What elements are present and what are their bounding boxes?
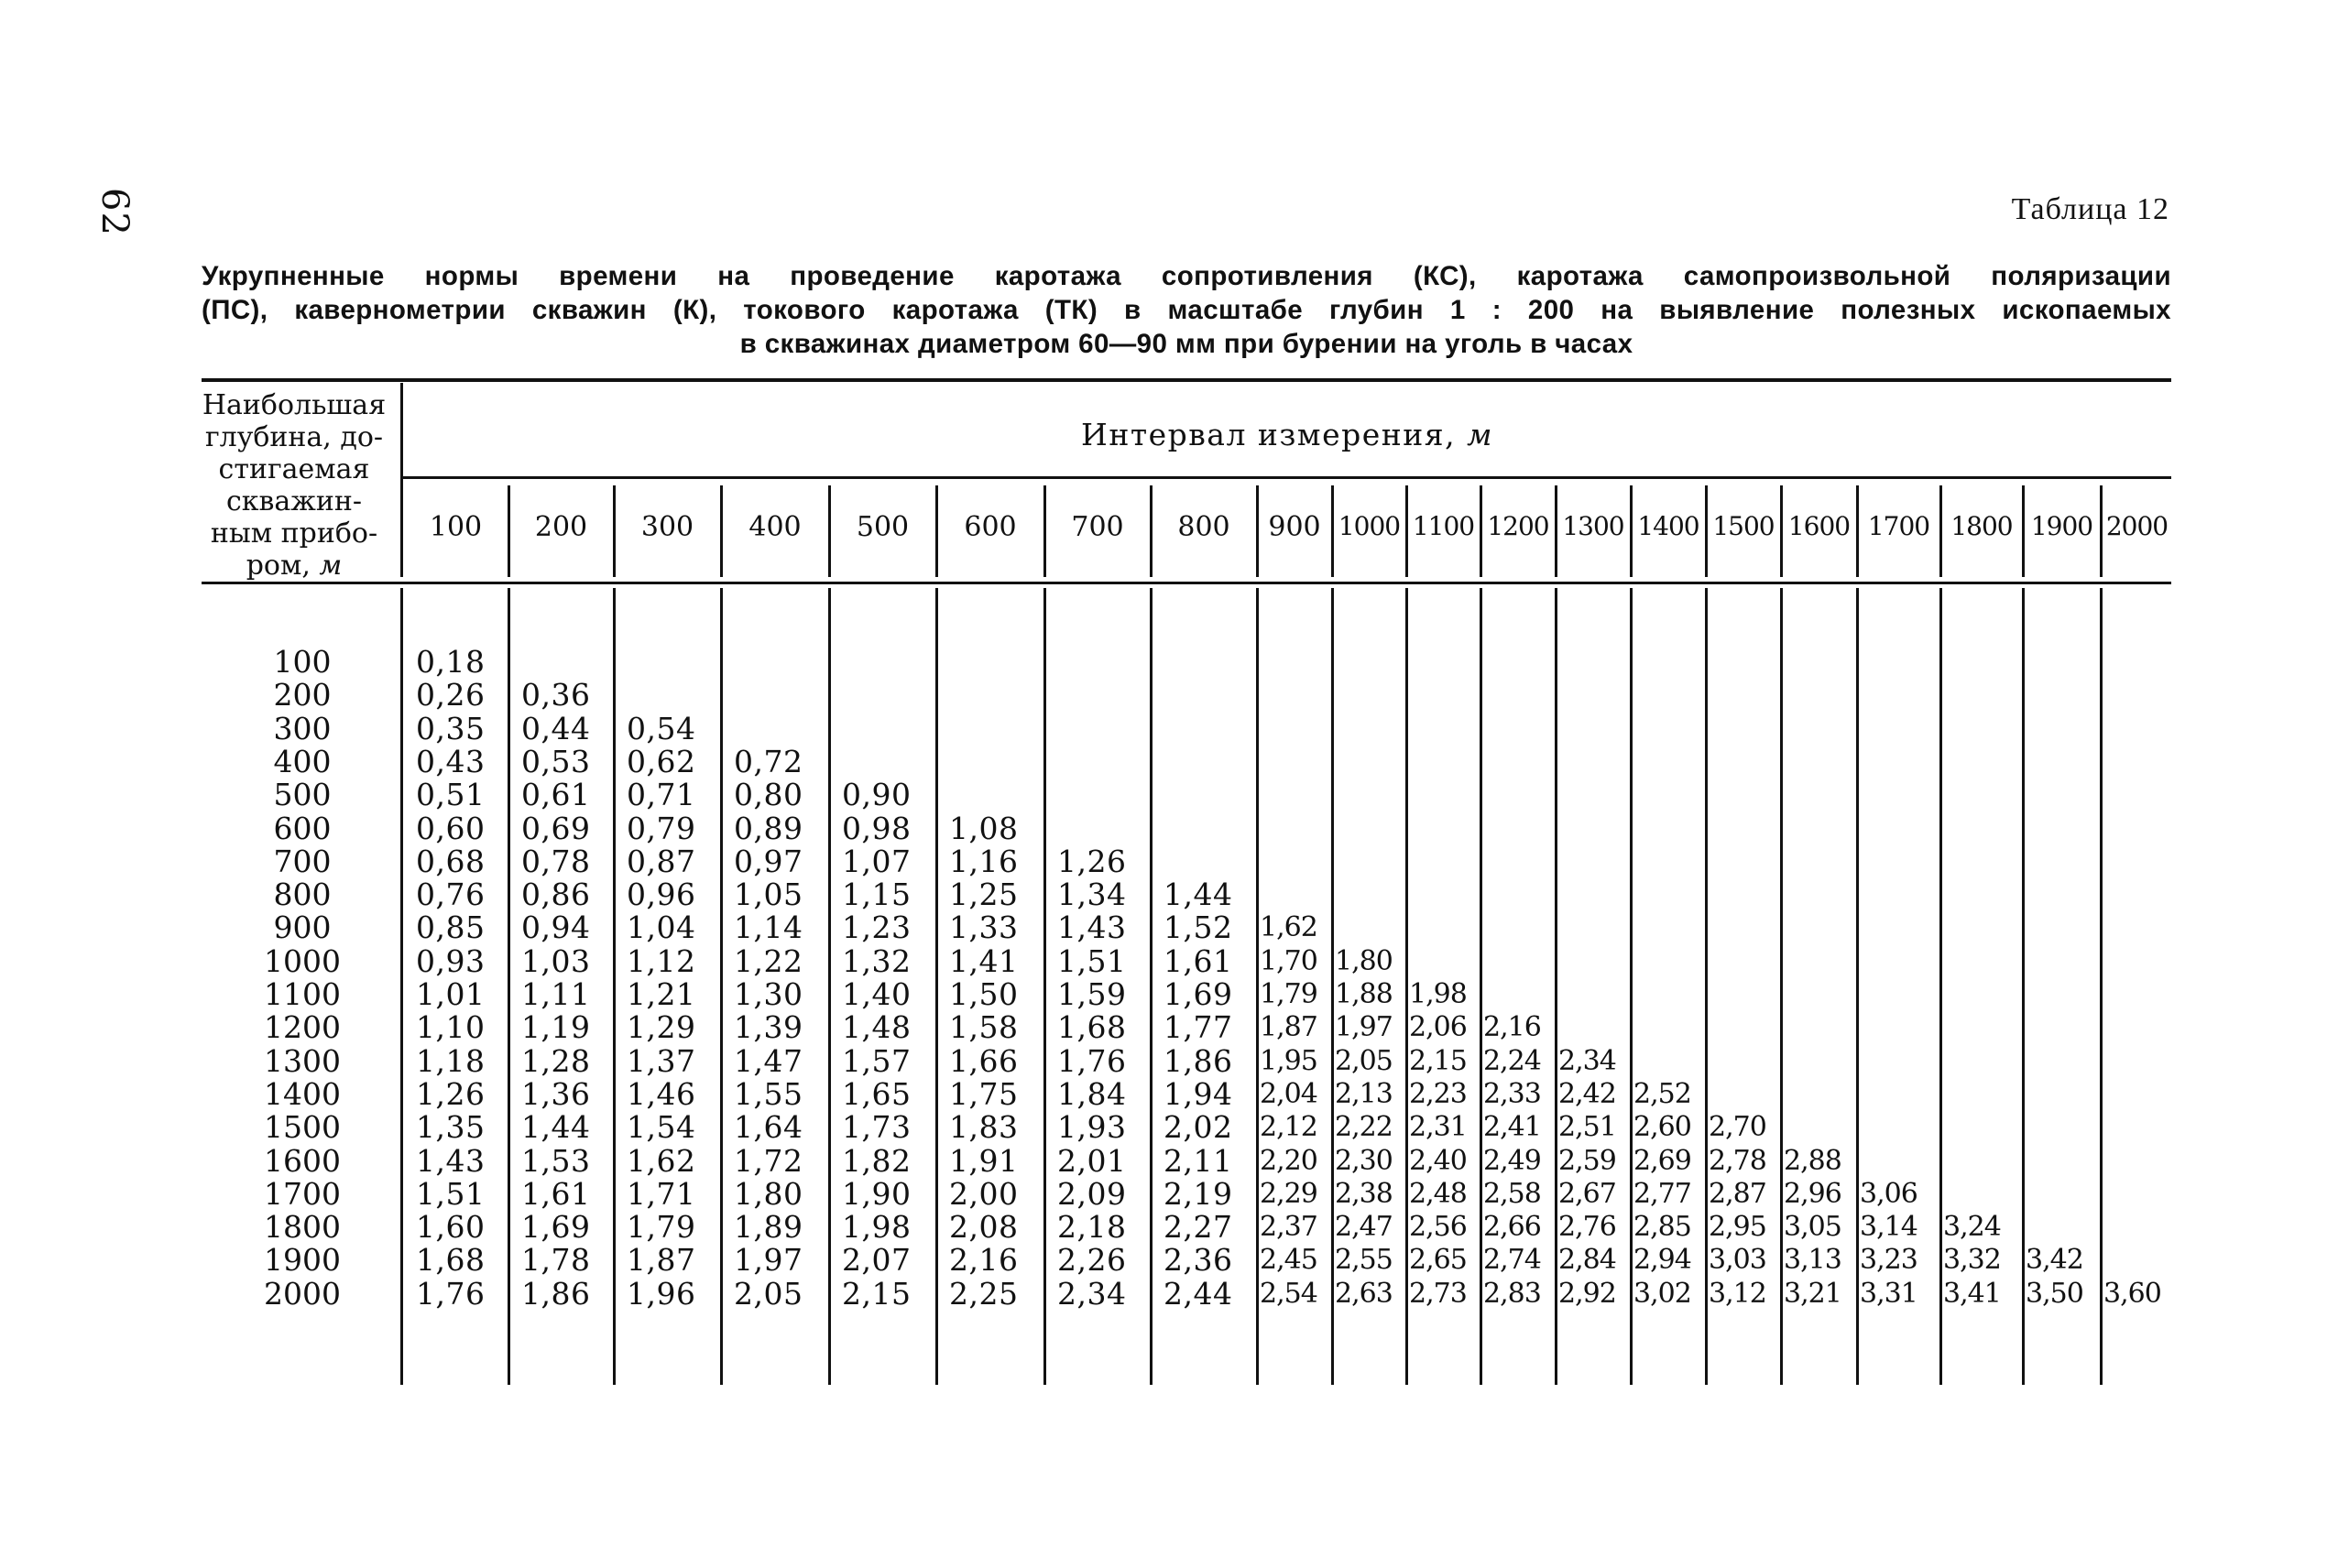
table-cell: 2,06 bbox=[1409, 1011, 1467, 1044]
table-cell: 2,37 bbox=[1260, 1211, 1317, 1244]
table-cell: 0,80 bbox=[734, 777, 803, 813]
table-cell: 2,23 bbox=[1409, 1077, 1467, 1110]
table-cell: 1,80 bbox=[734, 1175, 803, 1212]
table-cell: 1,83 bbox=[949, 1109, 1019, 1146]
table-cell: 1,30 bbox=[734, 976, 803, 1012]
table-cell: 2,52 bbox=[1633, 1077, 1691, 1110]
table-cell: 1,60 bbox=[416, 1209, 486, 1246]
table-cell: 3,13 bbox=[1784, 1244, 1841, 1277]
table-cell: 2,92 bbox=[1558, 1277, 1616, 1310]
table-cell: 2,96 bbox=[1784, 1177, 1841, 1210]
table-cell: 0,72 bbox=[734, 743, 803, 779]
depth-header-line bbox=[192, 550, 396, 582]
table-cell: 2,36 bbox=[1164, 1242, 1233, 1279]
table-cell: 2,04 bbox=[1260, 1077, 1317, 1110]
table-cell: 2,07 bbox=[842, 1242, 912, 1279]
table-cell: 2,34 bbox=[1057, 1275, 1127, 1312]
row-depth-label: 900 bbox=[273, 909, 332, 946]
table-cell: 0,96 bbox=[627, 877, 696, 913]
column-header: 700 bbox=[1071, 511, 1124, 543]
table-cell: 0,68 bbox=[416, 843, 486, 879]
stub-divider-body bbox=[400, 588, 403, 1385]
row-depth-label: 1800 bbox=[264, 1209, 341, 1246]
table-cell: 2,22 bbox=[1335, 1111, 1393, 1144]
row-depth-label: 1900 bbox=[264, 1242, 341, 1279]
depth-header-line: скважин- bbox=[225, 485, 363, 517]
table-cell: 1,25 bbox=[949, 877, 1019, 913]
table-cell: 1,61 bbox=[1164, 942, 1233, 979]
header-bottom-rule bbox=[202, 582, 2171, 584]
table-cell: 1,62 bbox=[627, 1142, 696, 1179]
table-cell: 0,87 bbox=[627, 843, 696, 879]
column-divider-body bbox=[1780, 588, 1783, 1385]
table-cell: 2,44 bbox=[1164, 1275, 1233, 1312]
table-cell: 1,84 bbox=[1057, 1075, 1127, 1112]
depth-header-unit: м bbox=[319, 550, 343, 582]
table-cell: 1,90 bbox=[842, 1175, 912, 1212]
table-cell: 2,67 bbox=[1558, 1177, 1616, 1210]
table-cell: 0,61 bbox=[521, 777, 591, 813]
table-cell: 1,68 bbox=[416, 1242, 486, 1279]
table-cell: 1,26 bbox=[1057, 843, 1127, 879]
table-cell: 1,86 bbox=[521, 1275, 591, 1312]
table-cell: 1,40 bbox=[842, 976, 912, 1012]
column-divider-body bbox=[613, 588, 616, 1385]
table-cell: 3,14 bbox=[1860, 1211, 1917, 1244]
table-cell: 2,51 bbox=[1558, 1111, 1616, 1144]
row-depth-label: 1700 bbox=[264, 1175, 341, 1212]
table-cell: 2,13 bbox=[1335, 1077, 1393, 1110]
table-cell: 2,27 bbox=[1164, 1209, 1233, 1246]
table-cell: 1,89 bbox=[734, 1209, 803, 1246]
table-cell: 1,43 bbox=[1057, 909, 1127, 946]
table-cell: 1,50 bbox=[949, 976, 1019, 1012]
table-cell: 0,89 bbox=[734, 810, 803, 846]
table-cell: 0,51 bbox=[416, 777, 486, 813]
column-header: 1900 bbox=[2030, 511, 2093, 541]
table-cell: 2,01 bbox=[1057, 1142, 1127, 1179]
table-cell: 1,34 bbox=[1057, 877, 1127, 913]
table-cell: 2,48 bbox=[1409, 1177, 1467, 1210]
column-divider-body bbox=[1043, 588, 1046, 1385]
table-cell: 1,39 bbox=[734, 1009, 803, 1046]
table-cell: 1,64 bbox=[734, 1109, 803, 1146]
table-cell: 3,23 bbox=[1860, 1244, 1917, 1277]
table-cell: 2,34 bbox=[1558, 1044, 1616, 1077]
table-cell: 1,59 bbox=[1057, 976, 1127, 1012]
row-depth-label: 1600 bbox=[264, 1142, 341, 1179]
table-cell: 2,09 bbox=[1057, 1175, 1127, 1212]
table-cell: 2,05 bbox=[734, 1275, 803, 1312]
table-cell: 2,85 bbox=[1633, 1211, 1691, 1244]
column-header: 1700 bbox=[1867, 511, 1930, 541]
table-cell: 2,77 bbox=[1633, 1177, 1691, 1210]
table-cell: 2,49 bbox=[1483, 1144, 1541, 1177]
depth-header-line: Наибольшая bbox=[202, 389, 387, 421]
table-cell: 2,94 bbox=[1633, 1244, 1691, 1277]
column-header: 1600 bbox=[1787, 511, 1851, 541]
column-header: 1400 bbox=[1637, 511, 1699, 541]
table-cell: 0,69 bbox=[521, 810, 591, 846]
table-cell: 2,11 bbox=[1164, 1142, 1233, 1179]
table-cell: 1,26 bbox=[416, 1075, 486, 1112]
table-cell: 1,19 bbox=[521, 1009, 591, 1046]
table-cell: 0,79 bbox=[627, 810, 696, 846]
row-depth-label: 1400 bbox=[264, 1075, 341, 1112]
stub-divider bbox=[400, 383, 403, 577]
table-cell: 2,38 bbox=[1335, 1177, 1393, 1210]
table-cell: 2,78 bbox=[1709, 1144, 1766, 1177]
depth-header-last: ром, bbox=[246, 550, 320, 582]
row-depth-label: 1500 bbox=[264, 1109, 341, 1146]
column-header: 600 bbox=[964, 511, 1017, 543]
table-cell: 2,15 bbox=[1409, 1044, 1467, 1077]
table-cell: 2,26 bbox=[1057, 1242, 1127, 1279]
table-cell: 1,95 bbox=[1260, 1044, 1317, 1077]
table-cell: 2,63 bbox=[1335, 1277, 1393, 1310]
table-cell: 1,62 bbox=[1260, 911, 1317, 944]
table-cell: 1,03 bbox=[521, 942, 591, 979]
column-header: 800 bbox=[1177, 511, 1230, 543]
row-depth-label: 1000 bbox=[264, 942, 341, 979]
column-divider-body bbox=[1256, 588, 1259, 1385]
table-cell: 0,76 bbox=[416, 877, 486, 913]
column-header: 400 bbox=[748, 511, 802, 543]
table-cell: 1,10 bbox=[416, 1009, 486, 1046]
table-cell: 1,68 bbox=[1057, 1009, 1127, 1046]
table-cell: 2,55 bbox=[1335, 1244, 1393, 1277]
table-cell: 1,91 bbox=[949, 1142, 1019, 1179]
table-cell: 2,88 bbox=[1784, 1144, 1841, 1177]
table-cell: 2,25 bbox=[949, 1275, 1019, 1312]
table-cell: 2,95 bbox=[1709, 1211, 1766, 1244]
table-cell: 1,76 bbox=[1057, 1042, 1127, 1079]
column-header: 1100 bbox=[1412, 511, 1475, 541]
table-cell: 1,97 bbox=[734, 1242, 803, 1279]
table-cell: 3,02 bbox=[1633, 1277, 1691, 1310]
column-divider-body bbox=[508, 588, 510, 1385]
column-divider-body bbox=[1331, 588, 1334, 1385]
table-cell: 0,43 bbox=[416, 743, 486, 779]
table-cell: 1,14 bbox=[734, 909, 803, 946]
table-cell: 2,58 bbox=[1483, 1177, 1541, 1210]
row-depth-label: 200 bbox=[273, 677, 332, 713]
row-depth-label: 2000 bbox=[264, 1275, 341, 1312]
table-cell: 1,98 bbox=[842, 1209, 912, 1246]
table-cell: 0,90 bbox=[842, 777, 912, 813]
title-line-3: в скважинах диаметром 60—90 мм при бурении на уголь в часах bbox=[739, 329, 1633, 359]
table-cell: 1,78 bbox=[521, 1242, 591, 1279]
table-cell: 1,58 bbox=[949, 1009, 1019, 1046]
table-cell: 1,53 bbox=[521, 1142, 591, 1179]
column-header: 2000 bbox=[2105, 511, 2169, 541]
table-cell: 0,36 bbox=[521, 677, 591, 713]
table-cell: 1,52 bbox=[1164, 909, 1233, 946]
table-cell: 3,06 bbox=[1860, 1177, 1917, 1210]
table-cell: 0,60 bbox=[416, 810, 486, 846]
table-cell: 1,87 bbox=[627, 1242, 696, 1279]
table-cell: 1,05 bbox=[734, 877, 803, 913]
table-cell: 1,66 bbox=[949, 1042, 1019, 1079]
row-depth-label: 1200 bbox=[264, 1009, 341, 1046]
table-cell: 2,12 bbox=[1260, 1111, 1317, 1144]
table-cell: 2,30 bbox=[1335, 1144, 1393, 1177]
column-header: 100 bbox=[429, 511, 483, 543]
table-cell: 0,54 bbox=[627, 710, 696, 746]
table-cell: 3,24 bbox=[1943, 1211, 2001, 1244]
column-divider-body bbox=[935, 588, 938, 1385]
table-cell: 1,28 bbox=[521, 1042, 591, 1079]
table-cell: 2,16 bbox=[949, 1242, 1019, 1279]
column-divider-body bbox=[720, 588, 723, 1385]
table-cell: 0,98 bbox=[842, 810, 912, 846]
table-cell: 1,79 bbox=[1260, 978, 1317, 1010]
table-cell: 2,69 bbox=[1633, 1144, 1691, 1177]
column-header: 1500 bbox=[1712, 511, 1775, 541]
table-cell: 2,83 bbox=[1483, 1277, 1541, 1310]
table-cell: 0,93 bbox=[416, 942, 486, 979]
table-cell: 0,62 bbox=[627, 743, 696, 779]
table-cell: 2,08 bbox=[949, 1209, 1019, 1246]
column-divider-body bbox=[1856, 588, 1859, 1385]
table-cell: 1,69 bbox=[1164, 976, 1233, 1012]
column-divider-body bbox=[1405, 588, 1408, 1385]
table-label: Таблица 12 bbox=[2011, 192, 2169, 226]
table-cell: 2,24 bbox=[1483, 1044, 1541, 1077]
table-cell: 1,47 bbox=[734, 1042, 803, 1079]
table-cell: 2,15 bbox=[842, 1275, 912, 1312]
table-cell: 0,26 bbox=[416, 677, 486, 713]
column-divider-body bbox=[1150, 588, 1153, 1385]
table-cell: 1,41 bbox=[949, 942, 1019, 979]
column-header: 200 bbox=[534, 511, 588, 543]
table-cell: 1,57 bbox=[842, 1042, 912, 1079]
table-cell: 2,29 bbox=[1260, 1177, 1317, 1210]
table-cell: 1,71 bbox=[627, 1175, 696, 1212]
table-cell: 2,16 bbox=[1483, 1011, 1541, 1044]
table-cell: 1,73 bbox=[842, 1109, 912, 1146]
table-cell: 2,31 bbox=[1409, 1111, 1467, 1144]
column-header: 1000 bbox=[1338, 511, 1401, 541]
table-cell: 1,70 bbox=[1260, 944, 1317, 977]
row-depth-label: 800 bbox=[273, 877, 332, 913]
column-header: 900 bbox=[1268, 511, 1321, 543]
row-depth-label: 1100 bbox=[264, 976, 341, 1012]
table-cell: 2,42 bbox=[1558, 1077, 1616, 1110]
table-cell: 1,54 bbox=[627, 1109, 696, 1146]
table-cell: 2,02 bbox=[1164, 1109, 1233, 1146]
depth-header-line: стигаемая bbox=[218, 453, 370, 485]
column-divider-body bbox=[1480, 588, 1482, 1385]
table-cell: 1,80 bbox=[1335, 944, 1393, 977]
table-cell: 1,29 bbox=[627, 1009, 696, 1046]
table-cell: 3,41 bbox=[1943, 1277, 2001, 1310]
table-cell: 1,76 bbox=[416, 1275, 486, 1312]
table-cell: 1,43 bbox=[416, 1142, 486, 1179]
table-cell: 1,97 bbox=[1335, 1011, 1393, 1044]
table-cell: 1,44 bbox=[521, 1109, 591, 1146]
table-cell: 1,12 bbox=[627, 942, 696, 979]
column-header: 500 bbox=[856, 511, 910, 543]
table-cell: 0,35 bbox=[416, 710, 486, 746]
table-cell: 3,42 bbox=[2026, 1244, 2083, 1277]
table-cell: 1,07 bbox=[842, 843, 912, 879]
table-cell: 1,61 bbox=[521, 1175, 591, 1212]
title-line-1: Укрупненные нормы времени на проведение каротажа сопротивления (КС), каротажа самопроизвольной поляризации bbox=[202, 261, 2171, 291]
table-cell: 0,18 bbox=[416, 644, 486, 680]
interval-unit: м bbox=[1467, 417, 1493, 452]
table-cell: 2,59 bbox=[1558, 1144, 1616, 1177]
table-cell: 1,79 bbox=[627, 1209, 696, 1246]
depth-header-line: глубина, до- bbox=[204, 421, 384, 453]
column-divider-body bbox=[2100, 588, 2103, 1385]
table-cell: 1,21 bbox=[627, 976, 696, 1012]
table-cell: 1,98 bbox=[1409, 978, 1467, 1010]
column-header: 300 bbox=[640, 511, 694, 543]
row-depth-label: 100 bbox=[273, 644, 332, 680]
table-cell: 1,44 bbox=[1164, 877, 1233, 913]
table-top-rule bbox=[202, 378, 2171, 382]
title-line-2: (ПС), кавернометрии скважин (К), токового каротажа (ТК) в масштабе глубин 1 : 200 на выявление полезных ископаемых bbox=[202, 295, 2171, 325]
table-cell: 2,60 bbox=[1633, 1111, 1691, 1144]
table-cell: 3,03 bbox=[1709, 1244, 1766, 1277]
table-cell: 2,54 bbox=[1260, 1277, 1317, 1310]
table-cell: 2,56 bbox=[1409, 1211, 1467, 1244]
table-cell: 2,19 bbox=[1164, 1175, 1233, 1212]
table-cell: 0,85 bbox=[416, 909, 486, 946]
table-cell: 1,35 bbox=[416, 1109, 486, 1146]
table-cell: 3,31 bbox=[1860, 1277, 1917, 1310]
row-depth-label: 1300 bbox=[264, 1042, 341, 1079]
table-cell: 1,08 bbox=[949, 810, 1019, 846]
row-depth-label: 500 bbox=[273, 777, 332, 813]
table-cell: 2,20 bbox=[1260, 1144, 1317, 1177]
table-cell: 2,45 bbox=[1260, 1244, 1317, 1277]
table-cell: 2,40 bbox=[1409, 1144, 1467, 1177]
row-depth-label: 400 bbox=[273, 743, 332, 779]
table-cell: 1,69 bbox=[521, 1209, 591, 1246]
table-cell: 1,22 bbox=[734, 942, 803, 979]
table-cell: 1,88 bbox=[1335, 978, 1393, 1010]
column-divider-body bbox=[2022, 588, 2025, 1385]
table-cell: 3,12 bbox=[1709, 1277, 1766, 1310]
table-cell: 2,74 bbox=[1483, 1244, 1541, 1277]
table-cell: 1,23 bbox=[842, 909, 912, 946]
table-cell: 1,18 bbox=[416, 1042, 486, 1079]
table-cell: 1,15 bbox=[842, 877, 912, 913]
table-cell: 1,93 bbox=[1057, 1109, 1127, 1146]
column-divider-body bbox=[1630, 588, 1633, 1385]
table-cell: 3,05 bbox=[1784, 1211, 1841, 1244]
table-cell: 0,53 bbox=[521, 743, 591, 779]
column-divider-body bbox=[1939, 588, 1942, 1385]
interval-label: Интервал измерения, bbox=[1081, 417, 1457, 452]
table-cell: 1,32 bbox=[842, 942, 912, 979]
table-cell: 2,87 bbox=[1709, 1177, 1766, 1210]
row-depth-label: 600 bbox=[273, 810, 332, 846]
table-cell: 1,11 bbox=[521, 976, 591, 1012]
table-cell: 0,44 bbox=[521, 710, 591, 746]
table-cell: 1,94 bbox=[1164, 1075, 1233, 1112]
table-cell: 0,97 bbox=[734, 843, 803, 879]
table-cell: 0,78 bbox=[521, 843, 591, 879]
column-divider-body bbox=[828, 588, 831, 1385]
table-cell: 1,46 bbox=[627, 1075, 696, 1112]
table-cell: 2,76 bbox=[1558, 1211, 1616, 1244]
table-cell: 2,05 bbox=[1335, 1044, 1393, 1077]
table-cell: 0,86 bbox=[521, 877, 591, 913]
table-cell: 3,21 bbox=[1784, 1277, 1841, 1310]
table-cell: 2,66 bbox=[1483, 1211, 1541, 1244]
table-cell: 2,84 bbox=[1558, 1244, 1616, 1277]
table-cell: 1,72 bbox=[734, 1142, 803, 1179]
table-cell: 1,16 bbox=[949, 843, 1019, 879]
table-cell: 1,75 bbox=[949, 1075, 1019, 1112]
table-cell: 1,55 bbox=[734, 1075, 803, 1112]
table-cell: 2,65 bbox=[1409, 1244, 1467, 1277]
table-cell: 0,94 bbox=[521, 909, 591, 946]
table-cell: 2,00 bbox=[949, 1175, 1019, 1212]
table-cell: 1,48 bbox=[842, 1009, 912, 1046]
table-cell: 1,01 bbox=[416, 976, 486, 1012]
table-cell: 0,71 bbox=[627, 777, 696, 813]
table-cell: 1,04 bbox=[627, 909, 696, 946]
table-cell: 1,65 bbox=[842, 1075, 912, 1112]
table-cell: 2,73 bbox=[1409, 1277, 1467, 1310]
interval-rule bbox=[403, 476, 2171, 479]
table-cell: 2,70 bbox=[1709, 1111, 1766, 1144]
table-cell: 1,51 bbox=[416, 1175, 486, 1212]
column-divider-body bbox=[1705, 588, 1708, 1385]
table-cell: 2,18 bbox=[1057, 1209, 1127, 1246]
table-cell: 3,50 bbox=[2026, 1277, 2083, 1310]
table-cell: 1,77 bbox=[1164, 1009, 1233, 1046]
column-divider-body bbox=[1555, 588, 1557, 1385]
table-cell: 3,32 bbox=[1943, 1244, 2001, 1277]
table-cell: 1,33 bbox=[949, 909, 1019, 946]
table-cell: 1,86 bbox=[1164, 1042, 1233, 1079]
column-header: 1800 bbox=[1950, 511, 2013, 541]
table-cell: 1,51 bbox=[1057, 942, 1127, 979]
row-depth-label: 300 bbox=[273, 710, 332, 746]
depth-column-header bbox=[192, 389, 396, 582]
table-cell: 1,37 bbox=[627, 1042, 696, 1079]
table-cell: 2,47 bbox=[1335, 1211, 1393, 1244]
column-header: 1200 bbox=[1487, 511, 1549, 541]
table-cell: 1,87 bbox=[1260, 1011, 1317, 1044]
table-cell: 3,60 bbox=[2103, 1277, 2161, 1310]
depth-header-line: ным прибо- bbox=[210, 517, 378, 550]
table-title bbox=[202, 259, 2171, 361]
table-cell: 2,41 bbox=[1483, 1111, 1541, 1144]
table-cell: 1,82 bbox=[842, 1142, 912, 1179]
column-header: 1300 bbox=[1562, 511, 1624, 541]
interval-header bbox=[403, 417, 2171, 452]
table-cell: 1,96 bbox=[627, 1275, 696, 1312]
table-cell: 2,33 bbox=[1483, 1077, 1541, 1110]
table-cell: 1,36 bbox=[521, 1075, 591, 1112]
row-depth-label: 700 bbox=[273, 843, 332, 879]
page-number: 62 bbox=[93, 188, 136, 236]
